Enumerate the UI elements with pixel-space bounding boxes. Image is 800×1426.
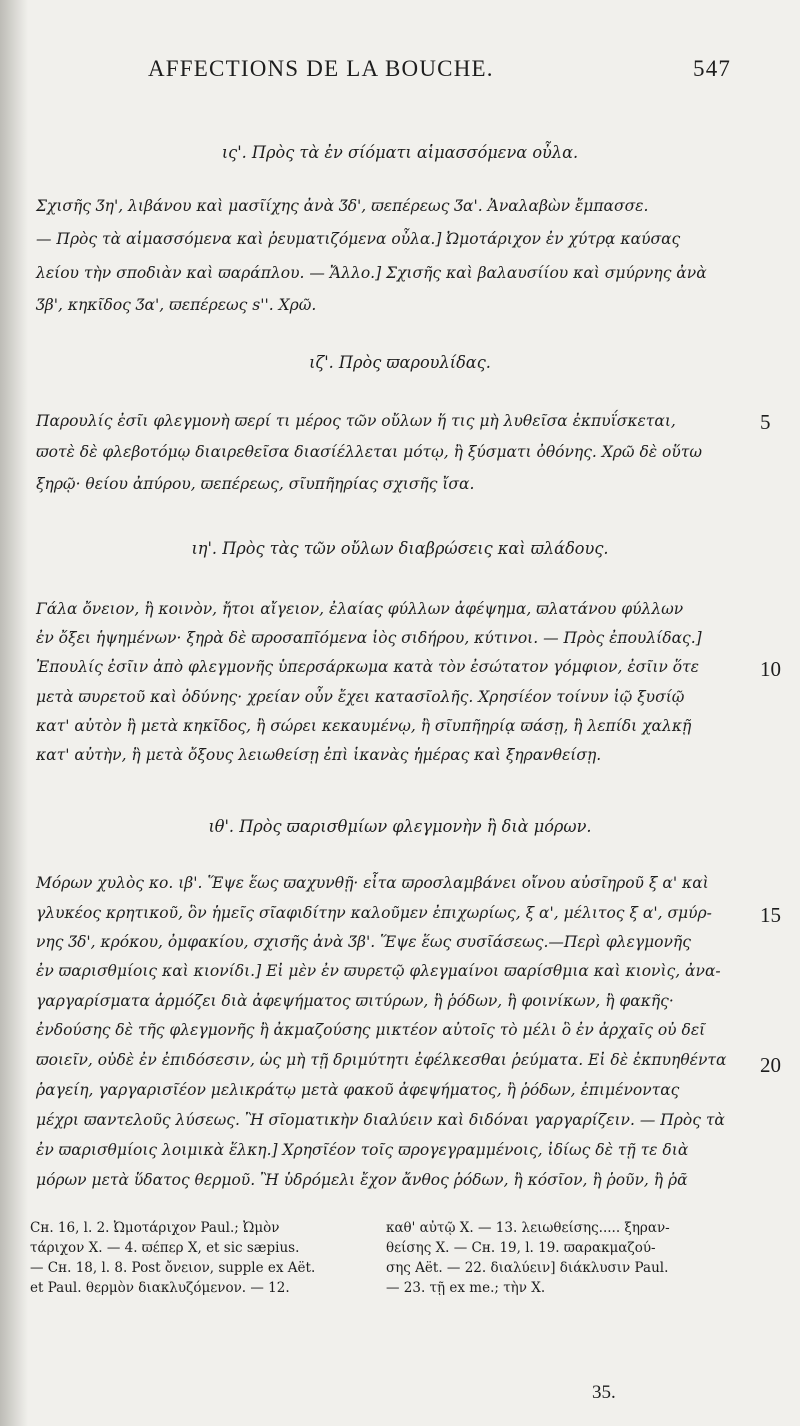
line-number: 10 xyxy=(760,657,781,681)
text-line: Ἐπουλίς ἐσῖιν ἀπὸ φλεγμονῆς ὑπερσάρκωμα κατὰ τὸν ἐσώτατον γόμφιον, ἐσῖιν ὅτε xyxy=(36,658,699,676)
line-number: 15 xyxy=(760,903,781,927)
text-line: μετὰ ϖυρετοῦ καὶ ὀδύνης· χρείαν οὖν ἔχει κατασῖολῆς. Χρησίέον τοίνυν ἰῷ ξυσίῷ xyxy=(36,688,685,706)
text-line: λείου τὴν σποδιὰν καὶ ϖαράπλου. — Ἄλλο.] Σχισῆς καὶ βαλαυσίίου καὶ σμύρνης ἀνὰ xyxy=(36,264,707,282)
signature-mark: 35. xyxy=(592,1382,616,1403)
text-line: νης Ʒδ', κρόκου, ὀμφακίου, σχισῆς ἀνὰ Ʒβ'. Ἕψε ἕως συσῖάσεως.—Περὶ φλεγμονῆς xyxy=(36,933,691,951)
text-line: — Πρὸς τὰ αἱμασσόμενα καὶ ῥευματιζόμενα οὖλα.] Ὠμοτάριχον ἐν χύτρᾳ καύσας xyxy=(36,230,681,248)
section-heading: ιη'. Πρὸς τὰς τῶν οὔλων διαβρώσεις καὶ ϖλάδους. xyxy=(191,539,609,559)
text-line: ἐν ϖαρισθμίοις καὶ κιονίδι.] Εἰ μὲν ἐν ϖυρετῷ φλεγμαίνοι ϖαρίσθμια καὶ κιονὶς, ἀνα- xyxy=(36,962,721,980)
text-line: ξηρῷ· θείου ἀπύρου, ϖεπέρεως, σῖυπῆηρίας σχισῆς ἴσα. xyxy=(36,475,475,493)
footnote-line: θείσης X. — Cʜ. 19, l. 19. ϖαρακμαζού- xyxy=(386,1240,656,1256)
text-line: Σχισῆς Ʒη', λιβάνου καὶ μασῖίχης ἀνὰ Ʒδ', ϖεπέρεως Ʒα'. Ἀναλαβὼν ἔμπασσε. xyxy=(36,197,649,215)
line-number: 5 xyxy=(760,410,771,434)
text-line: ῥαγείη, γαργαρισῖέον μελικράτῳ μετὰ φακοῦ ἀφεψήματος, ἢ ῥόδων, ἐπιμένοντας xyxy=(36,1081,680,1099)
section-heading: ιθ'. Πρὸς ϖαρισθμίων φλεγμονὴν ἢ διὰ μόρων. xyxy=(208,817,592,837)
footnote-line: Cʜ. 16, l. 2. Ὠμοτάριχον Paul.; Ὠμὸν xyxy=(30,1220,280,1236)
text-line: μόρων μετὰ ὕδατος θερμοῦ. Ἢ ὑδρόμελι ἔχον ἄνθος ῥόδων, ἢ κόσῖον, ἢ ῥοῦν, ἢ ῥᾶ xyxy=(36,1171,688,1189)
section-heading: ιζ'. Πρὸς ϖαρουλίδας. xyxy=(309,353,491,373)
text-line: ἐν ὄξει ἡψημένων· ξηρὰ δὲ ϖροσαπῖόμενα ἰὸς σιδήρου, κύτινοι. — Πρὸς ἐπουλίδας.] xyxy=(36,629,702,647)
text-line: κατ' αὐτὴν, ἢ μετὰ ὄξους λειωθείσῃ ἐπὶ ἱκανὰς ἡμέρας καὶ ξηρανθείσῃ. xyxy=(36,746,602,764)
running-header xyxy=(148,56,748,90)
running-title: AFFECTIONS DE LA BOUCHE. xyxy=(148,56,494,81)
text-line: Γάλα ὄνειον, ἢ κοινὸν, ἤτοι αἴγειον, ἐλαίας φύλλων ἀφέψημα, ϖλατάνου φύλλων xyxy=(36,600,684,618)
section-heading: ις'. Πρὸς τὰ ἐν σίόματι αἱμασσόμενα οὖλα. xyxy=(221,143,579,163)
text-line: ἐνδούσης δὲ τῆς φλεγμονῆς ἢ ἀκμαζούσης μικτέον αὐτοῖς τὸ μέλι ὃ ἐν ἀρχαῖς οὐ δεῖ xyxy=(36,1021,706,1039)
text-line: Ʒβ', κηκῖδος Ʒα', ϖεπέρεως s''. Χρῶ. xyxy=(36,296,317,314)
text-line: ϖοιεῖν, οὐδὲ ἐν ἐπιδόσεσιν, ὡς μὴ τῇ δριμύτητι ἐφέλκεσθαι ῥεύματα. Εἰ δὲ ἐκπυηθέντα xyxy=(36,1051,727,1069)
footnote-line: καθ' αὐτῷ X. — 13. λειωθείσης..... ξηραν- xyxy=(386,1220,670,1236)
footnote-line: σης Aët. — 22. διαλύειν] διάκλυσιν Paul. xyxy=(386,1260,669,1276)
footnote-line: — 23. τῇ ex me.; τὴν X. xyxy=(386,1280,546,1296)
text-line: γαργαρίσματα ἁρμόζει διὰ ἀφεψήματος ϖιτύρων, ἢ ῥόδων, ἢ φοινίκων, ἢ φακῆς· xyxy=(36,992,674,1010)
footnote-line: — Cʜ. 18, l. 8. Post ὄνειον, supple ex Aët. xyxy=(30,1260,316,1276)
footnote-line: τάριχον X. — 4. ϖέπερ X, et sic sæpius. xyxy=(30,1240,300,1256)
page-number: 547 xyxy=(693,56,732,81)
text-line: ἐν ϖαρισθμίοις λοιμικὰ ἕλκη.] Χρησῖέον τοῖς ϖρογεγραμμένοις, ἰδίως δὲ τῇ τε διὰ xyxy=(36,1141,689,1159)
footnotes-right xyxy=(386,1218,766,1298)
text-line: Παρουλίς ἐσῖι φλεγμονὴ ϖερί τι μέρος τῶν οὔλων ἥ τις μὴ λυθεῖσα ἐκπυΐσκεται, xyxy=(36,412,676,430)
text-line: μέχρι ϖαντελοῦς λύσεως. Ἢ σῖοματικὴν διαλύειν καὶ διδόναι γαργαρίζειν. — Πρὸς τὰ xyxy=(36,1111,725,1129)
text-line: κατ' αὐτὸν ἢ μετὰ κηκῖδος, ἢ σώρει κεκαυμένῳ, ἢ σῖυπῆηρίᾳ ϖάσῃ, ἢ λεπίδι χαλκῇ xyxy=(36,717,692,735)
footnotes-left xyxy=(30,1218,370,1298)
line-number: 20 xyxy=(760,1053,781,1077)
text-line: γλυκέος κρητικοῦ, ὃν ἡμεῖς σῖαφιδίτην καλοῦμεν ἐπιχωρίως, ξ α', μέλιτος ξ α', σμύρ- xyxy=(36,904,712,922)
text-line: ϖοτὲ δὲ φλεβοτόμῳ διαιρεθεῖσα διασίέλλεται μότῳ, ἢ ξύσματι ὀθόνης. Χρῶ δὲ οὕτω xyxy=(36,443,702,461)
binding-shadow xyxy=(0,0,28,1426)
footnote-line: et Paul. θερμὸν διακλυζόμενον. — 12. xyxy=(30,1280,290,1296)
text-line: Μόρων χυλὸς κο. ιβ'. Ἕψε ἕως ϖαχυνθῇ· εἶτα ϖροσλαμβάνει οἴνου αὐσῖηροῦ ξ α' καὶ xyxy=(36,874,709,892)
